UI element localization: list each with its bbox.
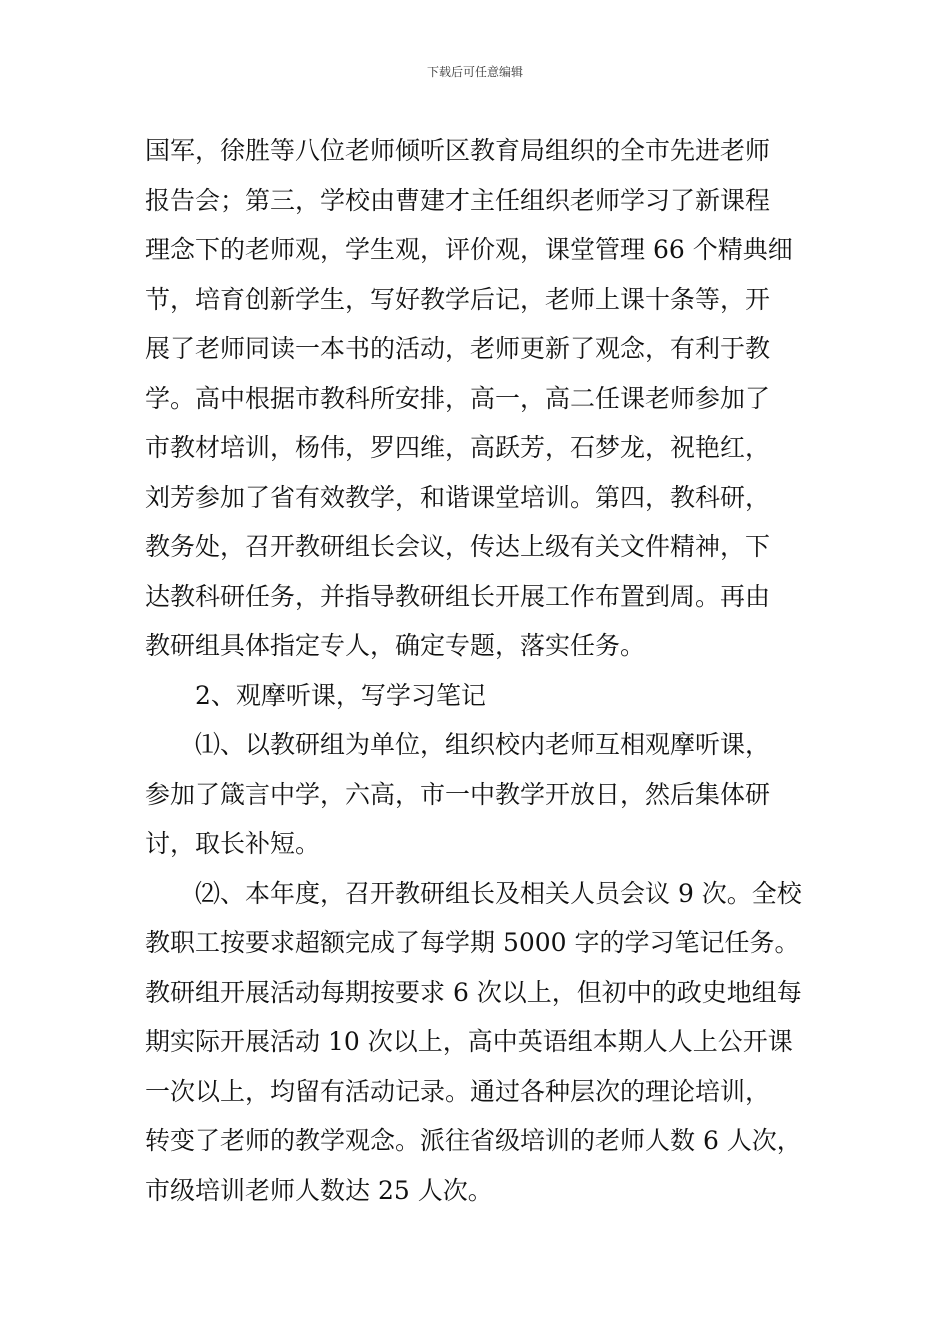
- text-line: 教务处，召开教研组长会议，传达上级有关文件精神，下: [145, 532, 771, 561]
- text-line: 节，培育创新学生，写好教学后记，老师上课十条等，开: [145, 284, 771, 314]
- text-line: 展了老师同读一本书的活动，老师更新了观念，有利于教: [145, 334, 771, 363]
- text-line: 达教科研任务，并指导教研组长开展工作布置到周。再由: [145, 581, 771, 611]
- text-line: 教职工按要求超额完成了每学期 5000 字的学习笔记任务。: [145, 928, 800, 957]
- text-line: 教研组具体指定专人，确定专题，落实任务。: [145, 631, 646, 660]
- list-item-first-line: ⑴、以教研组为单位，组织校内老师互相观摩听课，: [195, 730, 771, 759]
- text-line: 期实际开展活动 10 次以上，高中英语组本期人人上公开课: [145, 1027, 793, 1056]
- text-line: 转变了老师的教学观念。派往省级培训的老师人数 6 人次，: [145, 1126, 802, 1155]
- page-header-note: 下载后可任意编辑: [426, 65, 523, 79]
- text-line: 国军，徐胜等八位老师倾听区教育局组织的全市先进老师: [145, 136, 771, 165]
- text-line: 市教材培训，杨伟，罗四维，高跃芳，石梦龙，祝艳红，: [145, 433, 771, 462]
- list-item-first-line: ⑵、本年度，召开教研组长及相关人员会议 9 次。全校: [195, 878, 802, 908]
- text-line: 讨，取长补短。: [145, 829, 321, 858]
- text-line: 参加了箴言中学，六高，市一中教学开放日，然后集体研: [145, 779, 771, 809]
- section-heading: 2、观摩听课，写学习笔记: [195, 680, 486, 710]
- text-line: 学。高中根据市教科所安排，高一，高二任课老师参加了: [145, 383, 771, 413]
- text-line: 报告会；第三，学校由曹建才主任组织老师学习了新课程: [145, 185, 771, 215]
- text-line: 一次以上，均留有活动记录。通过各种层次的理论培训，: [145, 1076, 771, 1106]
- text-line: 教研组开展活动每期按要求 6 次以上，但初中的政史地组每: [145, 977, 802, 1007]
- text-line: 理念下的老师观，学生观，评价观，课堂管理 66 个精典细: [145, 235, 793, 264]
- text-line: 市级培训老师人数达 25 人次。: [145, 1175, 493, 1205]
- document-body: [145, 126, 810, 1215]
- text-line: 刘芳参加了省有效教学，和谐课堂培训。第四，教科研，: [145, 482, 771, 512]
